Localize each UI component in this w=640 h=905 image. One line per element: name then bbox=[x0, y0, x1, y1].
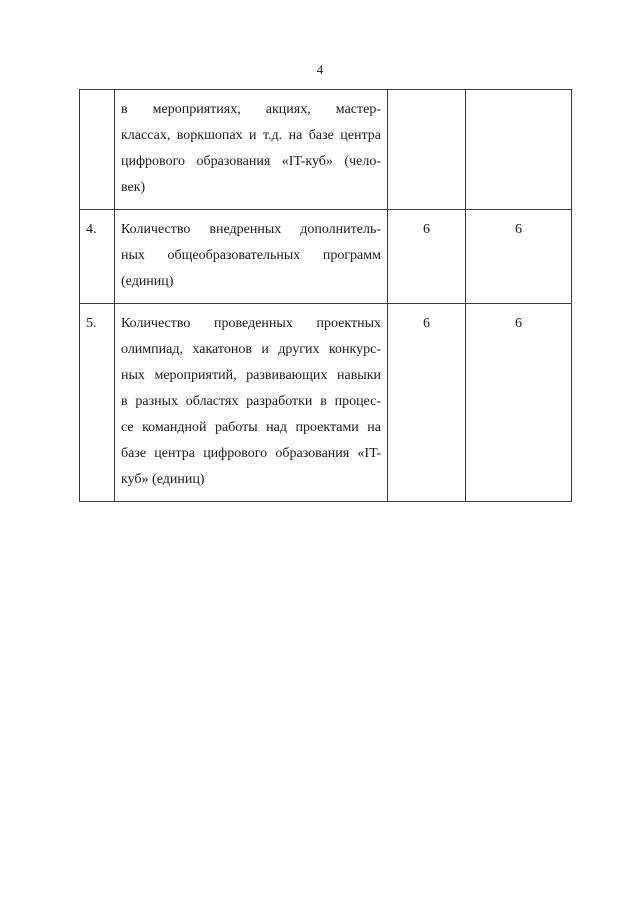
value-cell-2 bbox=[466, 210, 572, 304]
value-cell-2 bbox=[466, 304, 572, 502]
table-row bbox=[80, 304, 572, 502]
value-1: 6 bbox=[423, 222, 430, 237]
row-number-cell bbox=[80, 304, 115, 502]
indicators-table bbox=[79, 89, 572, 502]
value-2: 6 bbox=[515, 316, 522, 331]
row-number-cell bbox=[80, 90, 115, 210]
value-cell-1 bbox=[388, 210, 466, 304]
description-line: в мероприятиях, акциях, мастер- bbox=[121, 102, 381, 117]
table-row bbox=[80, 210, 572, 304]
value-cell-2 bbox=[466, 90, 572, 210]
value-cell-1 bbox=[388, 90, 466, 210]
description-cell bbox=[115, 304, 388, 502]
row-number-cell bbox=[80, 210, 115, 304]
description-line: цифрового образования «IT-куб» (чело- bbox=[121, 154, 381, 169]
description-line: классах, воркшопах и т.д. на базе центра bbox=[121, 128, 381, 143]
description-line: ных общеобразовательных программ bbox=[121, 248, 381, 263]
description-cell bbox=[115, 90, 388, 210]
description-line: куб» (единиц) bbox=[121, 472, 205, 487]
description-line: в разных областях разработки в процес- bbox=[121, 394, 381, 409]
description-line: (единиц) bbox=[121, 274, 174, 289]
value-cell-1 bbox=[388, 304, 466, 502]
row-number: 5. bbox=[86, 316, 97, 331]
description-line: се командной работы над проектами на bbox=[121, 420, 381, 435]
description-cell bbox=[115, 210, 388, 304]
description-line: век) bbox=[121, 180, 146, 195]
value-1: 6 bbox=[423, 316, 430, 331]
description-line: базе центра цифрового образования «IT- bbox=[121, 446, 381, 461]
description-line: Количество внедренных дополнитель- bbox=[121, 222, 381, 237]
page-number: 4 bbox=[316, 62, 324, 77]
value-2: 6 bbox=[515, 222, 522, 237]
row-number: 4. bbox=[86, 222, 97, 237]
table-row bbox=[80, 90, 572, 210]
description-line: Количество проведенных проектных bbox=[121, 316, 381, 331]
description-line: олимпиад, хакатонов и других конкурс- bbox=[121, 342, 381, 357]
description-line: ных мероприятий, развивающих навыки bbox=[121, 368, 381, 383]
